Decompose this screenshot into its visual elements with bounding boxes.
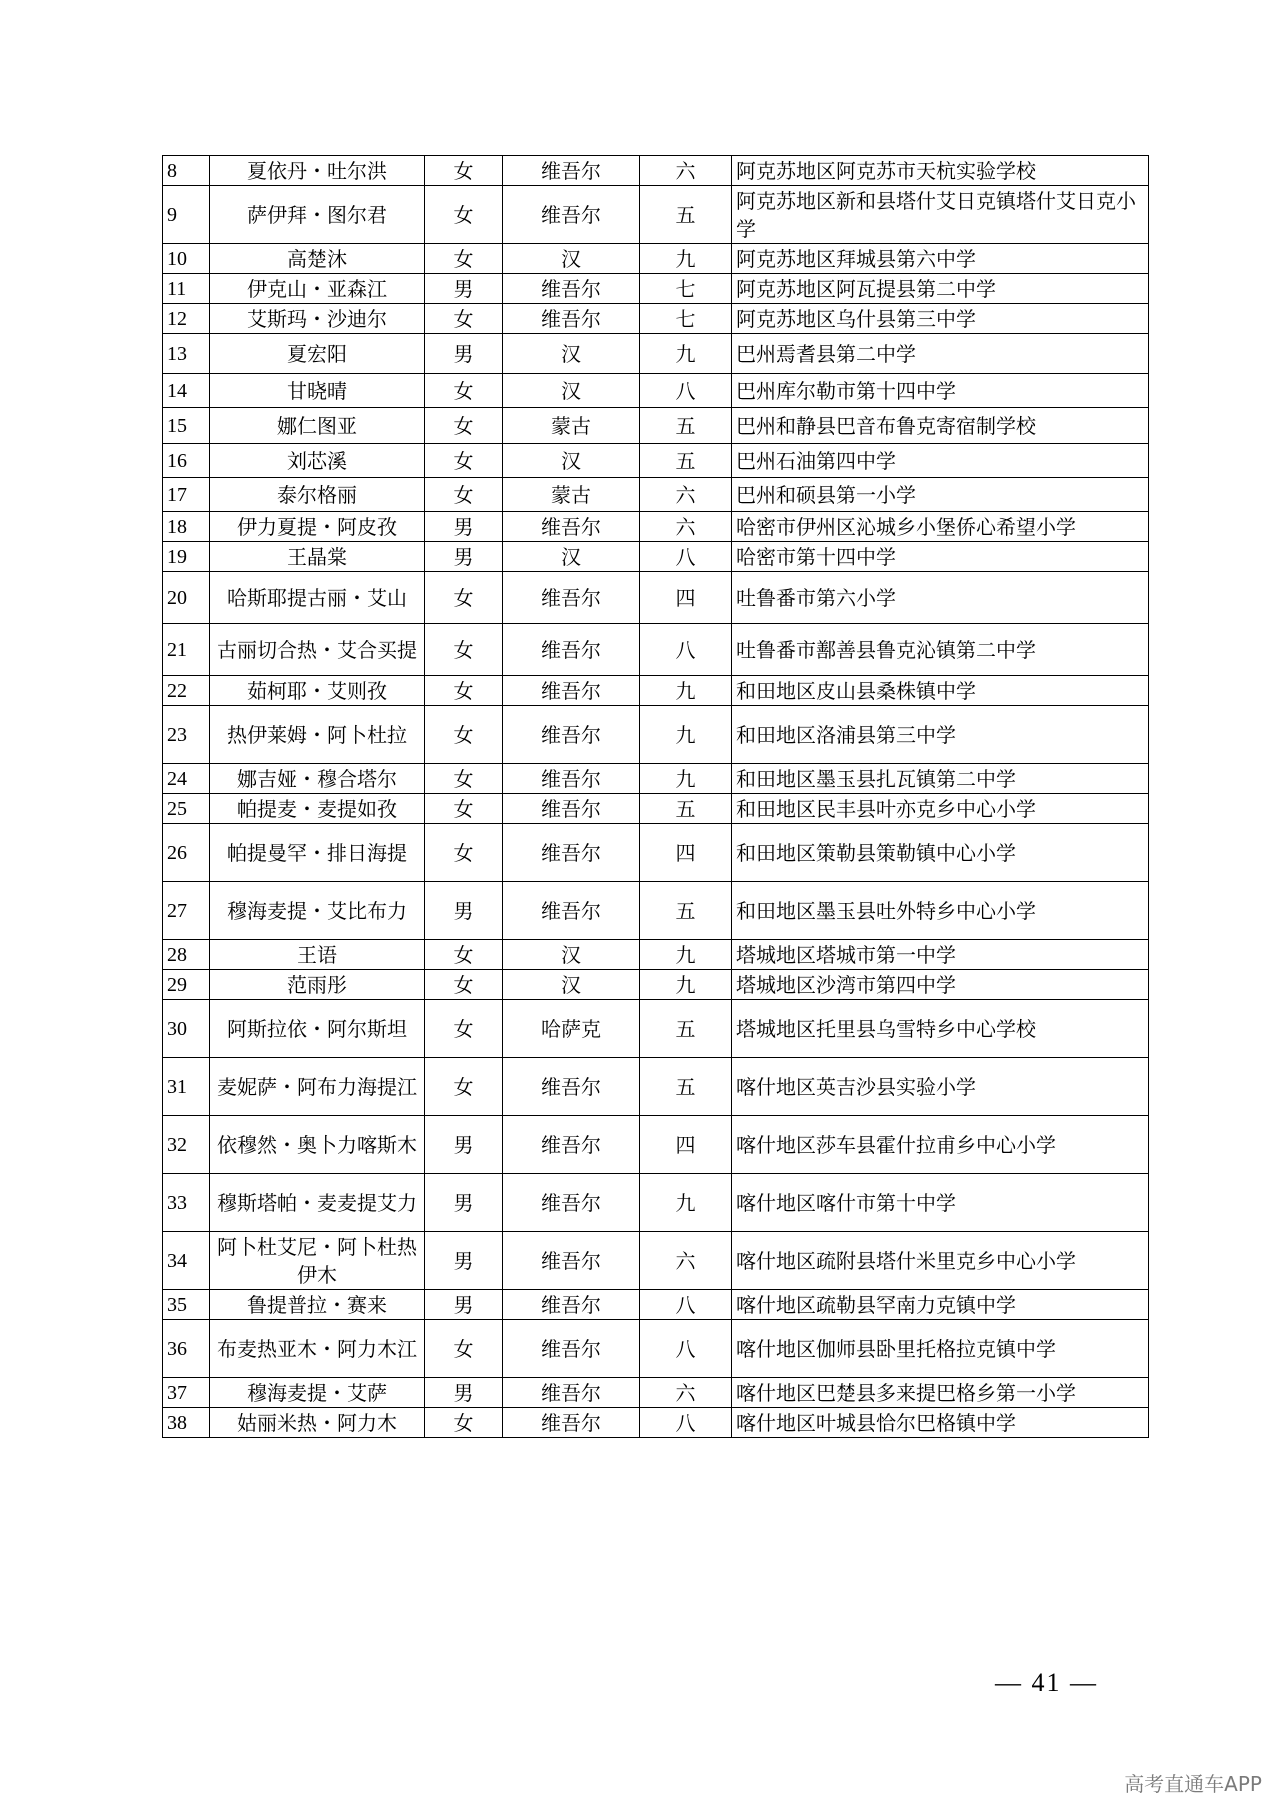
cell-name: 甘晓晴 — [210, 374, 425, 408]
cell-ethnicity: 维吾尔 — [503, 706, 640, 764]
table-row — [163, 274, 1149, 304]
cell-sex: 女 — [425, 764, 503, 794]
cell-school: 哈密市伊州区沁城乡小堡侨心希望小学 — [732, 512, 1149, 542]
cell-number: 38 — [163, 1408, 210, 1438]
cell-school: 巴州焉耆县第二中学 — [732, 334, 1149, 374]
cell-ethnicity: 汉 — [503, 542, 640, 572]
cell-grade: 六 — [640, 512, 732, 542]
table-row — [163, 1174, 1149, 1232]
cell-name: 麦妮萨・阿布力海提江 — [210, 1058, 425, 1116]
cell-school: 巴州库尔勒市第十四中学 — [732, 374, 1149, 408]
cell-name: 哈斯耶提古丽・艾山 — [210, 572, 425, 624]
table-row — [163, 764, 1149, 794]
cell-name: 热伊莱姆・阿卜杜拉 — [210, 706, 425, 764]
cell-school: 喀什地区英吉沙县实验小学 — [732, 1058, 1149, 1116]
table-row — [163, 304, 1149, 334]
cell-grade: 九 — [640, 1174, 732, 1232]
cell-grade: 八 — [640, 1408, 732, 1438]
cell-number: 25 — [163, 794, 210, 824]
cell-number: 29 — [163, 970, 210, 1000]
cell-sex: 女 — [425, 1000, 503, 1058]
cell-school: 巴州石油第四中学 — [732, 444, 1149, 478]
cell-name: 泰尔格丽 — [210, 478, 425, 512]
cell-grade: 七 — [640, 304, 732, 334]
student-table — [162, 155, 1149, 1438]
cell-sex: 女 — [425, 1320, 503, 1378]
table-row — [163, 1408, 1149, 1438]
cell-grade: 四 — [640, 572, 732, 624]
cell-number: 26 — [163, 824, 210, 882]
cell-ethnicity: 维吾尔 — [503, 1174, 640, 1232]
cell-school: 喀什地区叶城县恰尔巴格镇中学 — [732, 1408, 1149, 1438]
cell-sex: 女 — [425, 244, 503, 274]
cell-sex: 男 — [425, 1378, 503, 1408]
table-row — [163, 374, 1149, 408]
table-row — [163, 1378, 1149, 1408]
table-row — [163, 940, 1149, 970]
cell-number: 22 — [163, 676, 210, 706]
cell-ethnicity: 维吾尔 — [503, 794, 640, 824]
cell-grade: 九 — [640, 940, 732, 970]
cell-grade: 九 — [640, 244, 732, 274]
cell-sex: 女 — [425, 676, 503, 706]
cell-sex: 女 — [425, 1058, 503, 1116]
cell-ethnicity: 维吾尔 — [503, 304, 640, 334]
cell-grade: 五 — [640, 444, 732, 478]
cell-school: 和田地区墨玉县吐外特乡中心小学 — [732, 882, 1149, 940]
cell-ethnicity: 维吾尔 — [503, 156, 640, 186]
cell-ethnicity: 维吾尔 — [503, 676, 640, 706]
cell-grade: 九 — [640, 676, 732, 706]
cell-number: 35 — [163, 1290, 210, 1320]
cell-school: 喀什地区疏附县塔什米里克乡中心小学 — [732, 1232, 1149, 1290]
cell-school: 和田地区民丰县叶亦克乡中心小学 — [732, 794, 1149, 824]
cell-school: 和田地区策勒县策勒镇中心小学 — [732, 824, 1149, 882]
cell-name: 夏依丹・吐尔洪 — [210, 156, 425, 186]
cell-school: 哈密市第十四中学 — [732, 542, 1149, 572]
cell-number: 36 — [163, 1320, 210, 1378]
cell-name: 艾斯玛・沙迪尔 — [210, 304, 425, 334]
cell-grade: 七 — [640, 274, 732, 304]
cell-grade: 八 — [640, 1290, 732, 1320]
cell-number: 18 — [163, 512, 210, 542]
cell-grade: 五 — [640, 186, 732, 244]
cell-school: 阿克苏地区新和县塔什艾日克镇塔什艾日克小学 — [732, 186, 1149, 244]
table-row — [163, 186, 1149, 244]
cell-school: 阿克苏地区阿瓦提县第二中学 — [732, 274, 1149, 304]
cell-school: 巴州和硕县第一小学 — [732, 478, 1149, 512]
cell-grade: 六 — [640, 1232, 732, 1290]
cell-school: 喀什地区喀什市第十中学 — [732, 1174, 1149, 1232]
cell-school: 和田地区皮山县桑株镇中学 — [732, 676, 1149, 706]
cell-school: 和田地区洛浦县第三中学 — [732, 706, 1149, 764]
cell-sex: 女 — [425, 1408, 503, 1438]
table-row — [163, 156, 1149, 186]
cell-sex: 女 — [425, 156, 503, 186]
cell-number: 32 — [163, 1116, 210, 1174]
cell-grade: 五 — [640, 1000, 732, 1058]
cell-grade: 五 — [640, 1058, 732, 1116]
cell-grade: 四 — [640, 824, 732, 882]
cell-name: 穆斯塔帕・麦麦提艾力 — [210, 1174, 425, 1232]
cell-school: 塔城地区托里县乌雪特乡中心学校 — [732, 1000, 1149, 1058]
table-row — [163, 1116, 1149, 1174]
cell-sex: 女 — [425, 408, 503, 444]
table-row — [163, 1290, 1149, 1320]
cell-number: 30 — [163, 1000, 210, 1058]
cell-grade: 九 — [640, 706, 732, 764]
table-row — [163, 624, 1149, 676]
cell-ethnicity: 汉 — [503, 244, 640, 274]
cell-number: 28 — [163, 940, 210, 970]
cell-sex: 女 — [425, 706, 503, 764]
cell-school: 塔城地区沙湾市第四中学 — [732, 970, 1149, 1000]
cell-number: 9 — [163, 186, 210, 244]
cell-number: 17 — [163, 478, 210, 512]
cell-name: 帕提麦・麦提如孜 — [210, 794, 425, 824]
cell-sex: 女 — [425, 940, 503, 970]
cell-name: 伊克山・亚森江 — [210, 274, 425, 304]
table-body — [163, 156, 1149, 1438]
cell-grade: 四 — [640, 1116, 732, 1174]
cell-grade: 八 — [640, 1320, 732, 1378]
cell-grade: 八 — [640, 374, 732, 408]
cell-number: 12 — [163, 304, 210, 334]
cell-sex: 女 — [425, 572, 503, 624]
table-row — [163, 882, 1149, 940]
cell-number: 20 — [163, 572, 210, 624]
cell-ethnicity: 汉 — [503, 374, 640, 408]
cell-grade: 五 — [640, 882, 732, 940]
table-row — [163, 706, 1149, 764]
cell-number: 14 — [163, 374, 210, 408]
cell-ethnicity: 维吾尔 — [503, 572, 640, 624]
cell-name: 萨伊拜・图尔君 — [210, 186, 425, 244]
cell-sex: 男 — [425, 1116, 503, 1174]
cell-school: 和田地区墨玉县扎瓦镇第二中学 — [732, 764, 1149, 794]
cell-school: 巴州和静县巴音布鲁克寄宿制学校 — [732, 408, 1149, 444]
cell-school: 吐鲁番市第六小学 — [732, 572, 1149, 624]
cell-number: 19 — [163, 542, 210, 572]
cell-ethnicity: 维吾尔 — [503, 1232, 640, 1290]
cell-ethnicity: 维吾尔 — [503, 1378, 640, 1408]
cell-school: 吐鲁番市鄯善县鲁克沁镇第二中学 — [732, 624, 1149, 676]
cell-ethnicity: 维吾尔 — [503, 1320, 640, 1378]
cell-sex: 女 — [425, 824, 503, 882]
cell-grade: 九 — [640, 970, 732, 1000]
cell-ethnicity: 维吾尔 — [503, 1116, 640, 1174]
cell-ethnicity: 蒙古 — [503, 478, 640, 512]
cell-grade: 八 — [640, 624, 732, 676]
cell-school: 塔城地区塔城市第一中学 — [732, 940, 1149, 970]
cell-grade: 五 — [640, 794, 732, 824]
cell-ethnicity: 汉 — [503, 970, 640, 1000]
cell-sex: 女 — [425, 478, 503, 512]
cell-grade: 六 — [640, 156, 732, 186]
cell-number: 10 — [163, 244, 210, 274]
cell-grade: 九 — [640, 764, 732, 794]
table-row — [163, 1320, 1149, 1378]
cell-sex: 男 — [425, 1290, 503, 1320]
cell-name: 鲁提普拉・赛来 — [210, 1290, 425, 1320]
cell-sex: 女 — [425, 444, 503, 478]
cell-number: 16 — [163, 444, 210, 478]
table-row — [163, 444, 1149, 478]
table-row — [163, 794, 1149, 824]
cell-name: 布麦热亚木・阿力木江 — [210, 1320, 425, 1378]
cell-number: 31 — [163, 1058, 210, 1116]
table-row — [163, 1000, 1149, 1058]
cell-ethnicity: 维吾尔 — [503, 1058, 640, 1116]
cell-grade: 八 — [640, 542, 732, 572]
table-row — [163, 970, 1149, 1000]
table-row — [163, 244, 1149, 274]
cell-number: 21 — [163, 624, 210, 676]
cell-name: 穆海麦提・艾比布力 — [210, 882, 425, 940]
cell-name: 娜吉娅・穆合塔尔 — [210, 764, 425, 794]
cell-name: 王语 — [210, 940, 425, 970]
cell-number: 24 — [163, 764, 210, 794]
cell-name: 姑丽米热・阿力木 — [210, 1408, 425, 1438]
cell-number: 8 — [163, 156, 210, 186]
table-row — [163, 408, 1149, 444]
cell-grade: 九 — [640, 334, 732, 374]
cell-name: 夏宏阳 — [210, 334, 425, 374]
cell-school: 喀什地区疏勒县罕南力克镇中学 — [732, 1290, 1149, 1320]
cell-school: 阿克苏地区阿克苏市天杭实验学校 — [732, 156, 1149, 186]
cell-number: 33 — [163, 1174, 210, 1232]
cell-ethnicity: 维吾尔 — [503, 624, 640, 676]
cell-sex: 男 — [425, 542, 503, 572]
cell-ethnicity: 维吾尔 — [503, 186, 640, 244]
cell-ethnicity: 维吾尔 — [503, 1408, 640, 1438]
cell-sex: 女 — [425, 186, 503, 244]
watermark: 高考直通车APP — [1124, 1772, 1262, 1796]
cell-school: 喀什地区伽师县卧里托格拉克镇中学 — [732, 1320, 1149, 1378]
cell-name: 穆海麦提・艾萨 — [210, 1378, 425, 1408]
cell-name: 阿斯拉依・阿尔斯坦 — [210, 1000, 425, 1058]
cell-school: 喀什地区巴楚县多来提巴格乡第一小学 — [732, 1378, 1149, 1408]
table-row — [163, 1232, 1149, 1290]
cell-number: 23 — [163, 706, 210, 764]
cell-sex: 女 — [425, 374, 503, 408]
table-row — [163, 676, 1149, 706]
cell-ethnicity: 汉 — [503, 940, 640, 970]
cell-sex: 女 — [425, 624, 503, 676]
table-row — [163, 542, 1149, 572]
table-row — [163, 512, 1149, 542]
cell-sex: 男 — [425, 512, 503, 542]
cell-grade: 六 — [640, 478, 732, 512]
cell-name: 帕提曼罕・排日海提 — [210, 824, 425, 882]
cell-number: 13 — [163, 334, 210, 374]
cell-name: 王晶棠 — [210, 542, 425, 572]
cell-ethnicity: 汉 — [503, 444, 640, 478]
cell-school: 阿克苏地区乌什县第三中学 — [732, 304, 1149, 334]
cell-sex: 女 — [425, 794, 503, 824]
cell-ethnicity: 维吾尔 — [503, 764, 640, 794]
cell-ethnicity: 维吾尔 — [503, 882, 640, 940]
cell-grade: 五 — [640, 408, 732, 444]
cell-number: 15 — [163, 408, 210, 444]
cell-school: 阿克苏地区拜城县第六中学 — [732, 244, 1149, 274]
cell-ethnicity: 维吾尔 — [503, 1290, 640, 1320]
cell-ethnicity: 维吾尔 — [503, 824, 640, 882]
cell-sex: 女 — [425, 304, 503, 334]
cell-name: 阿卜杜艾尼・阿卜杜热伊木 — [210, 1232, 425, 1290]
cell-number: 11 — [163, 274, 210, 304]
page-number: — 41 — — [995, 1668, 1098, 1697]
table-row — [163, 824, 1149, 882]
cell-name: 高楚沐 — [210, 244, 425, 274]
cell-ethnicity: 汉 — [503, 334, 640, 374]
cell-sex: 男 — [425, 334, 503, 374]
cell-grade: 六 — [640, 1378, 732, 1408]
cell-sex: 女 — [425, 970, 503, 1000]
table-row — [163, 478, 1149, 512]
cell-ethnicity: 蒙古 — [503, 408, 640, 444]
cell-sex: 男 — [425, 274, 503, 304]
cell-sex: 男 — [425, 1232, 503, 1290]
cell-number: 34 — [163, 1232, 210, 1290]
table-row — [163, 334, 1149, 374]
cell-name: 依穆然・奥卜力喀斯木 — [210, 1116, 425, 1174]
cell-ethnicity: 维吾尔 — [503, 512, 640, 542]
cell-school: 喀什地区莎车县霍什拉甫乡中心小学 — [732, 1116, 1149, 1174]
cell-ethnicity: 维吾尔 — [503, 274, 640, 304]
cell-name: 范雨彤 — [210, 970, 425, 1000]
cell-sex: 男 — [425, 882, 503, 940]
cell-number: 27 — [163, 882, 210, 940]
cell-ethnicity: 哈萨克 — [503, 1000, 640, 1058]
cell-name: 茹柯耶・艾则孜 — [210, 676, 425, 706]
cell-name: 伊力夏提・阿皮孜 — [210, 512, 425, 542]
table-row — [163, 572, 1149, 624]
cell-sex: 男 — [425, 1174, 503, 1232]
cell-name: 娜仁图亚 — [210, 408, 425, 444]
cell-number: 37 — [163, 1378, 210, 1408]
cell-name: 古丽切合热・艾合买提 — [210, 624, 425, 676]
cell-name: 刘芯溪 — [210, 444, 425, 478]
table-row — [163, 1058, 1149, 1116]
